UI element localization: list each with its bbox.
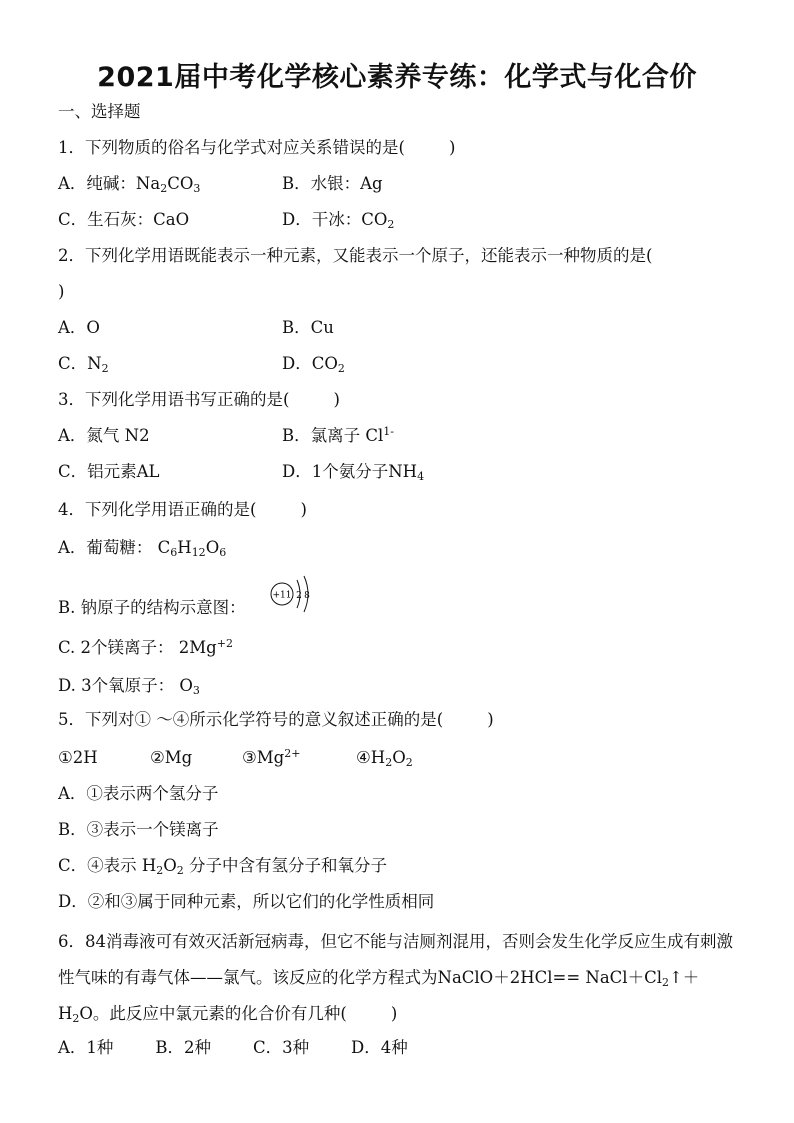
question-3-stem: 3．下列化学用语书写正确的是( ) <box>58 390 340 409</box>
option-c: C．铝元素AL <box>58 462 160 481</box>
option-a: A．纯碱：$Na_2CO_3$ <box>58 174 201 195</box>
question-2-options-row2 <box>58 352 345 376</box>
option-c: C．生石灰：CaO <box>58 210 190 229</box>
question-6-stem: 6．84消毒液可有效灭活新冠病毒，但它不能与洁厕剂混用，否则会发生化学反应生成有刺激性气味的有毒气体——氯气。该反应的化学方程式为NaClO＋2HCl== $NaCl+Cl_2↑+H_2O$。此反应中氯元素的化合价有几种( ) <box>58 932 733 1025</box>
question-2-close: ) <box>58 282 65 301</box>
shell-2-electrons: 8 <box>304 591 310 601</box>
question-3-options-row2 <box>58 460 425 484</box>
option-c: C．$N_2$ <box>58 354 109 375</box>
option-a: A．O <box>58 318 100 337</box>
option-d: D．1个氨分子$NH_4$ <box>282 462 425 483</box>
question-4-option-a: A．葡萄糖： $C_6H_{12}O_6$ <box>58 538 227 559</box>
question-5-symbols <box>58 746 413 770</box>
sodium-atom-structure-diagram <box>266 570 322 616</box>
question-5-option-b: B．③表示一个镁离子 <box>58 820 219 839</box>
option-b: B．Cu <box>282 318 334 337</box>
question-6-options: A．1种 B．2种 C．3种 D．4种 <box>58 1038 408 1057</box>
option-d: D．干冰：$CO_2$ <box>282 210 395 231</box>
option-d: D．$CO_2$ <box>282 354 345 375</box>
nucleus-charge: +11 <box>272 590 292 601</box>
question-1-options-row1 <box>58 172 383 196</box>
document-title: 2021届中考化学核心素养专练：化学式与化合价 <box>97 62 697 93</box>
question-2-options-row1 <box>58 316 334 340</box>
symbol-2: ②Mg <box>150 748 193 767</box>
section-heading: 一、选择题 <box>58 102 141 121</box>
shell-1-electrons: 2 <box>296 591 302 601</box>
question-4-option-b: B. 钠原子的结构示意图： <box>58 598 246 617</box>
option-b: B．水银：Ag <box>282 174 383 193</box>
question-5-option-d: D．②和③属于同种元素，所以它们的化学性质相同 <box>58 892 435 911</box>
question-5-stem: 5．下列对① ～④所示化学符号的意义叙述正确的是( ) <box>58 710 494 729</box>
question-4-stem: 4．下列化学用语正确的是( ) <box>58 500 307 519</box>
question-4-option-d: D. 3个氧原子： $O_3$ <box>58 676 200 697</box>
question-2-stem: 2．下列化学用语既能表示一种元素，又能表示一个原子，还能表示一种物质的是( <box>58 246 653 265</box>
question-4-option-c: C. 2个镁离子： $2Mg^{+2}$ <box>58 637 233 657</box>
question-3-options-row1 <box>58 424 394 448</box>
option-a: A．氮气 N2 <box>58 426 150 445</box>
question-1-stem: 1．下列物质的俗名与化学式对应关系错误的是( ) <box>58 138 456 157</box>
symbol-4: $④H_2O_2$ <box>356 748 413 769</box>
question-5-option-a: A．①表示两个氢分子 <box>58 784 219 803</box>
option-b: B．氯离子 $Cl^{1-}$ <box>282 425 394 445</box>
symbol-3: $③Mg^{2+}$ <box>242 747 301 767</box>
question-5-option-c: C．④表示 $H_2O_2$ 分子中含有氢分子和氧分子 <box>58 856 388 877</box>
symbol-1: ①2H <box>58 748 98 767</box>
question-1-options-row2 <box>58 208 395 232</box>
